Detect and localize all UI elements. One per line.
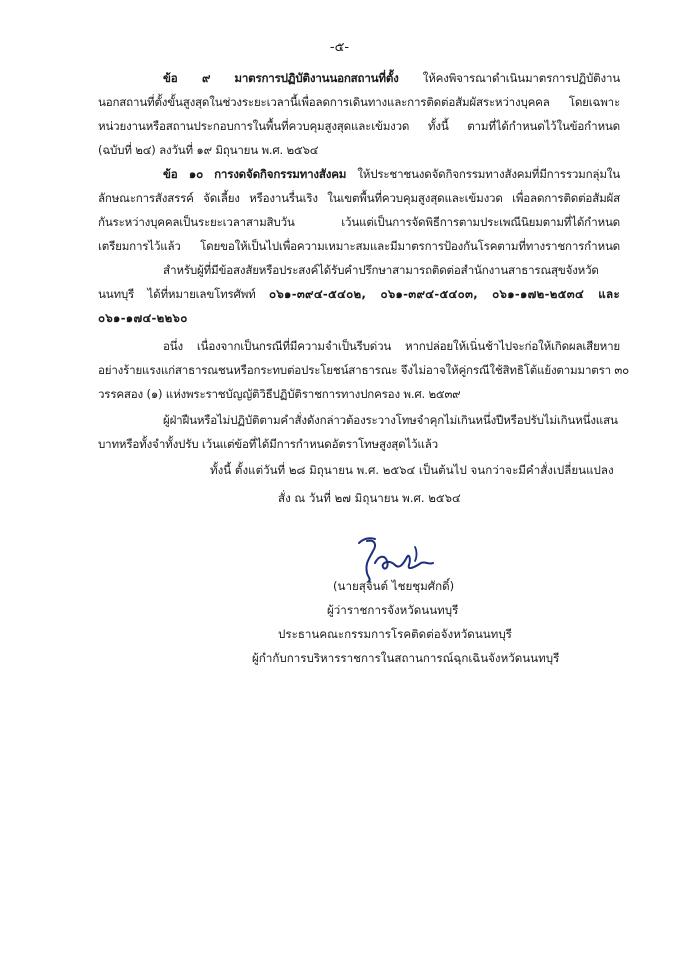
contact-line1: สำหรับผู้ที่มีข้อสงสัยหรือประสงค์ได้รับคำปรึกษาสามารถติดต่อสำนักงานสาธารณสุขจังหวัด <box>163 263 599 277</box>
penalty-line2: บาทหรือทั้งจำทั้งปรับ เว้นแต่ข้อที่ได้มีการกำหนดอัตราโทษสูงสุดไว้แล้ว <box>98 437 438 451</box>
penalty-line1: ผู้ฝ่าฝืนหรือไม่ปฏิบัติตามคำสั่งดังกล่าวต้องระวางโทษจำคุกไม่เกินหนึ่งปีหรือปรับไม่เกินหนึ่งแสน <box>163 413 618 427</box>
clause10-line3: กันระหว่างบุคคลเป็นระยะเวลาสามสิบวัน เว้นแต่เป็นการจัดพิธีการตามประเพณีนิยมตามที่ได้กำหนด <box>98 215 620 229</box>
signatory-name: (นายสุจินต์ ไชยชุมศักดิ์) <box>333 579 455 593</box>
clause10-line2: ลักษณะการสังสรรค์ จัดเลี้ยง หรืองานรื่นเริง ในเขตพื้นที่ควบคุมสูงสุดและเข้มงวด เพื่อลดการติดต่อสัมผัส <box>98 191 620 205</box>
order-date: สั่ง ณ วันที่ ๒๗ มิถุนายน พ.ศ. ๒๕๖๔ <box>278 491 461 505</box>
contact-phone-last: ๐๖๑-๑๗๔-๒๒๖๐ <box>98 311 188 325</box>
clause9-title: มาตรการปฏิบัติงานนอกสถานที่ตั้ง <box>234 71 399 85</box>
urgent-line1: อนึ่ง เนื่องจากเป็นกรณีที่มีความจำเป็นรีบด่วน หากปล่อยให้เนิ่นช้าไปจะก่อให้เกิดผลเสียหาย <box>163 339 620 353</box>
clause9-number: ข้อ ๙ <box>163 71 211 85</box>
contact-line3 <box>98 308 620 328</box>
contact-prefix: นนทบุรี ได้ที่หมายเลขโทรศัพท์ <box>98 287 256 301</box>
clause10-line4: เตรียมการไว้แล้ว โดยขอให้เป็นไปเพื่อความเหมาะสมและมีมาตรการป้องกันโรคตามที่ทางราชการกำหนด <box>98 239 620 253</box>
clause10-line1 <box>163 164 620 184</box>
signatory-title1: ผู้ว่าราชการจังหวัดนนทบุรี <box>327 603 459 617</box>
contact-phones: ๐๖๑-๓๙๔-๕๔๐๒, ๐๖๑-๓๙๔-๕๔๐๓, ๐๖๑-๑๗๒-๒๕๓๔ และ <box>269 287 620 301</box>
effective-date: ทั้งนี้ ตั้งแต่วันที่ ๒๘ มิถุนายน พ.ศ. ๒๕๖๔ เป็นต้นไป จนกว่าจะมีคำสั่งเปลี่ยนแปลง <box>210 463 614 477</box>
clause10-number: ข้อ ๑๐ <box>163 167 203 181</box>
clause9-line1-text: ให้คงพิจารณาดำเนินมาตรการปฏิบัติงาน <box>422 71 620 85</box>
clause9-line3: หน่วยงานหรือสถานประกอบการในพื้นที่ควบคุมสูงสุดและเข้มงวด ทั้งนี้ ตามที่ได้กำหนดไว้ในข้อกำหนด <box>98 119 620 133</box>
clause10-line1-text: ให้ประชาชนงดจัดกิจกรรมทางสังคมที่มีการรวมกลุ่มใน <box>357 167 620 181</box>
clause9-line1 <box>163 68 620 88</box>
contact-line2 <box>98 284 620 304</box>
clause10-title: การงดจัดกิจกรรมทางสังคม <box>214 167 347 181</box>
urgent-line3: วรรคสอง (๑) แห่งพระราชบัญญัติวิธีปฏิบัติราชการทางปกครอง พ.ศ. ๒๕๓๙ <box>98 387 461 401</box>
clause9-line2: นอกสถานที่ตั้งขั้นสูงสุดในช่วงระยะเวลานี้เพื่อลดการเดินทางและการติดต่อสัมผัสระหว่างบุคคล โดยเฉพาะ <box>98 95 620 109</box>
urgent-line2: อย่างร้ายแรงแก่สาธารณชนหรือกระทบต่อประโยชน์สาธารณะ จึงไม่อาจให้คู่กรณีใช้สิทธิโต้แย้งตามมาตรา ๓๐ <box>98 363 630 377</box>
clause9-line4: (ฉบับที่ ๒๔) ลงวันที่ ๑๙ มิถุนายน พ.ศ. ๒๕๖๔ <box>98 143 319 157</box>
page-number: -๕- <box>329 40 350 55</box>
signatory-title2: ประธานคณะกรรมการโรคติดต่อจังหวัดนนทบุรี <box>278 627 512 641</box>
signatory-title3: ผู้กำกับการบริหารราชการในสถานการณ์ฉุกเฉินจังหวัดนนทบุรี <box>252 651 560 665</box>
